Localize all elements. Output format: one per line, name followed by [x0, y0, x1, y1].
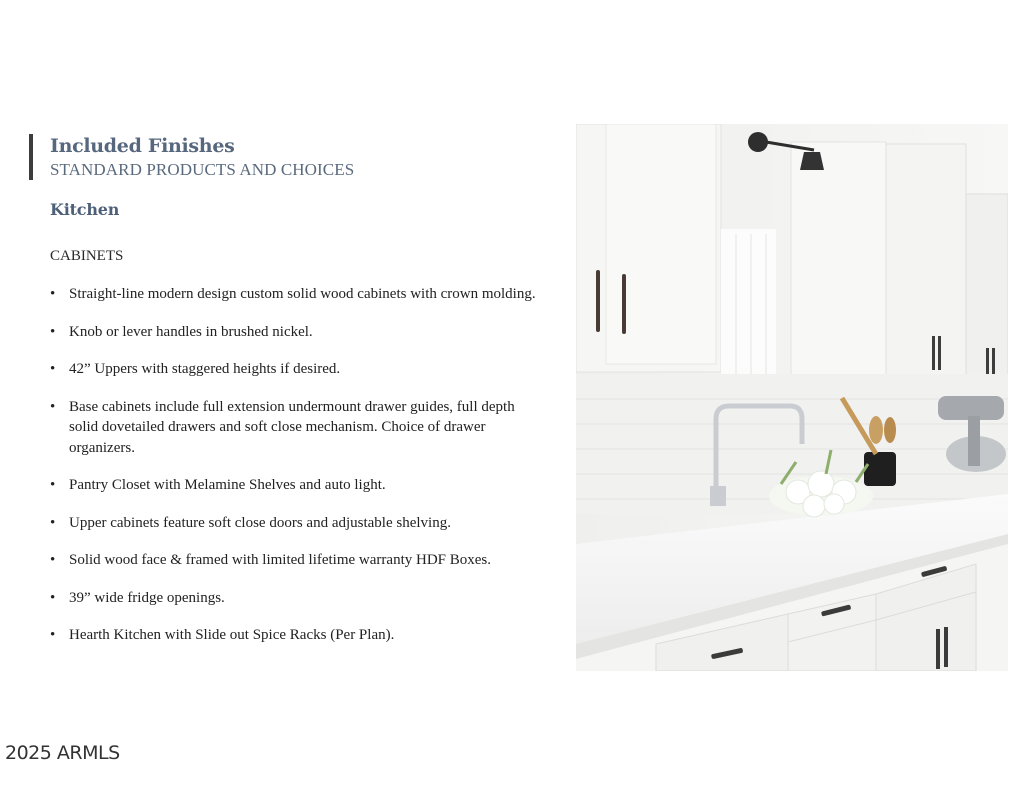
- feature-list: [50, 284, 540, 663]
- list-item-text: Straight-line modern design custom solid wood cabinets with crown molding.: [69, 286, 536, 302]
- copyright-notice: 2025 ARMLS: [5, 742, 120, 764]
- bullet-icon: •: [50, 589, 56, 606]
- bullet-icon: •: [50, 477, 56, 493]
- list-item-text: Pantry Closet with Melamine Shelves and auto light.: [69, 477, 386, 493]
- list-item: [50, 550, 540, 571]
- list-item: [50, 475, 540, 496]
- list-item: [50, 588, 540, 609]
- section-title: Kitchen: [50, 200, 120, 219]
- bullet-icon: •: [50, 552, 56, 568]
- bullet-icon: •: [50, 361, 56, 377]
- list-item-text: Upper cabinets feature soft close doors and adjustable shelving.: [69, 514, 451, 531]
- list-item: [50, 359, 540, 380]
- list-item-text: 42” Uppers with staggered heights if desired.: [69, 361, 341, 377]
- page-title: Included Finishes: [50, 135, 235, 157]
- list-item: [50, 322, 540, 343]
- list-item: [50, 513, 540, 534]
- kitchen-photo: [576, 124, 1008, 671]
- bullet-icon: •: [50, 398, 56, 415]
- page-subtitle: STANDARD PRODUCTS AND CHOICES: [50, 160, 355, 179]
- list-item-text: Base cabinets include full extension undermount drawer guides, full depth solid dovetailed drawers and soft close mechanism. Choice of drawer organizers.: [69, 398, 515, 456]
- list-item: [50, 397, 540, 459]
- bullet-icon: •: [50, 323, 56, 340]
- list-item-text: Solid wood face & framed with limited lifetime warranty HDF Boxes.: [69, 552, 491, 568]
- bullet-icon: •: [50, 286, 56, 302]
- bullet-icon: •: [50, 514, 56, 531]
- accent-bar: [29, 134, 33, 180]
- list-item: [50, 625, 540, 646]
- category-title: CABINETS: [50, 248, 124, 264]
- list-item: [50, 284, 540, 305]
- list-item-text: Knob or lever handles in brushed nickel.: [69, 323, 313, 340]
- bullet-icon: •: [50, 627, 56, 643]
- list-item-text: 39” wide fridge openings.: [69, 589, 225, 606]
- list-item-text: Hearth Kitchen with Slide out Spice Racks (Per Plan).: [69, 627, 395, 643]
